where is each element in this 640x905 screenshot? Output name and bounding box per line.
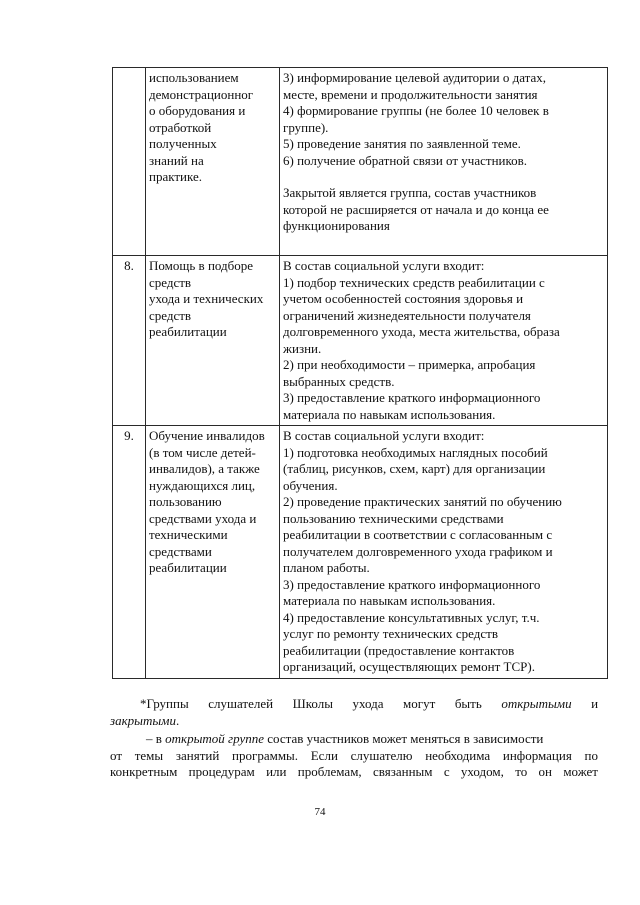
description-line: организаций, осуществляющих ремонт ТСР).: [283, 659, 535, 674]
description-line: реабилитации (предоставление контактов: [283, 642, 515, 658]
body-paragraph: [110, 731, 598, 781]
paragraph-italic-term: открытой группе: [165, 731, 264, 746]
description-line: 2) проведение практических занятий по обучению: [283, 494, 562, 509]
footnote-word: и: [591, 696, 599, 711]
service-name-line: реабилитации: [149, 324, 227, 339]
description-line: (таблиц, рисунков, схем, карт) для организации: [283, 461, 546, 476]
service-name-line: средств: [149, 307, 192, 323]
description-line: выбранных средств.: [283, 373, 395, 389]
service-name-line: использованием: [149, 70, 239, 85]
description-line: пользованию техническими средствами: [283, 510, 504, 526]
description-line: материала по навыкам использования.: [283, 593, 496, 608]
footnote-word: быть: [454, 696, 482, 711]
description-line: 4) формирование группы (не более 10 человек в: [283, 103, 549, 118]
service-name-line: ухода и технических: [149, 291, 264, 306]
service-name-line: отработкой: [149, 119, 212, 135]
description-line: материала по навыкам использования.: [283, 406, 496, 422]
footnote-line-1: [110, 696, 598, 713]
description-line: 5) проведение занятия по заявленной теме.: [283, 136, 521, 151]
description-line: В состав социальной услуги входит:: [283, 428, 485, 443]
service-name-line: демонстрационног: [149, 86, 254, 102]
description-line: планом работы.: [283, 560, 370, 575]
service-name-line: знаний на: [149, 152, 204, 168]
table-row-8: [113, 256, 608, 426]
table-row-continuation: [113, 68, 608, 256]
service-name-line: (в том числе детей-: [149, 444, 256, 460]
service-name-line: инвалидов), а также: [149, 461, 260, 476]
page-number: 74: [314, 806, 326, 818]
service-description-cell: [280, 256, 608, 426]
description-line: услуг по ремонту технических средств: [283, 626, 498, 641]
service-name-cell: [146, 68, 280, 256]
description-line: долговременного ухода, места жительства, образа: [283, 324, 560, 339]
description-line: 1) подбор технических средств реабилитации с: [283, 274, 545, 290]
service-name-line: Помощь в подборе: [149, 258, 254, 273]
row-number-cell: 9.: [113, 426, 146, 679]
paragraph-line-1: [110, 731, 598, 748]
description-line: 4) предоставление консультативных услуг, т.ч.: [283, 609, 540, 625]
services-table: [112, 67, 608, 679]
description-line: В состав социальной услуги входит:: [283, 258, 485, 273]
service-description-cell: [280, 68, 608, 256]
paragraph-text: состав участников может меняться в зависимости: [264, 731, 544, 746]
description-line: 1) подготовка необходимых наглядных пособий: [283, 444, 548, 460]
service-name-line: пользованию: [149, 494, 222, 509]
description-line: функционирования: [283, 218, 390, 233]
footnote-word: слушателей: [208, 696, 274, 711]
footnote-tail: .: [175, 712, 180, 728]
description-line: 3) информирование целевой аудитории о датах,: [283, 70, 547, 85]
description-line: реабилитации в соответствии с согласованным с: [283, 527, 553, 542]
description-line: ограничений жизнедеятельности получателя: [283, 307, 531, 323]
table-row-9: [113, 426, 608, 679]
footnote-word: могут: [403, 696, 436, 711]
service-name-line: средств: [149, 274, 192, 290]
service-name-line: Обучение инвалидов: [149, 428, 265, 443]
row-number-cell: 8.: [113, 256, 146, 426]
footnote-word: *Группы: [140, 696, 189, 711]
service-name-line: нуждающихся лиц,: [149, 477, 256, 493]
description-line: 3) предоставление краткого информационного: [283, 576, 541, 592]
footnote: [110, 696, 598, 729]
footnote-word-italic: открытыми: [501, 696, 572, 711]
description-line: 3) предоставление краткого информационного: [283, 390, 541, 405]
row-number-cell: [113, 68, 146, 256]
footnote-word: Школы: [292, 696, 333, 711]
description-line: месте, времени и продолжительности занятия: [283, 86, 538, 102]
description-line: жизни.: [283, 340, 322, 356]
description-line: которой не расширяется от начала и до конца ее: [283, 201, 549, 217]
service-name-cell: [146, 256, 280, 426]
paragraph-gap: [283, 169, 604, 185]
footnote-word: ухода: [352, 696, 384, 711]
description-line: 6) получение обратной связи от участников.: [283, 152, 528, 168]
paragraph-line-3: конкретным процедурам или проблемам, связанным с уходом, то он может: [110, 764, 598, 779]
service-description-cell: [280, 426, 608, 679]
service-name-line: практике.: [149, 169, 203, 184]
description-line: учетом особенностей состояния здоровья и: [283, 291, 524, 306]
description-line: получателем долговременного ухода графиком и: [283, 543, 553, 559]
footnote-line-2: [110, 713, 598, 730]
service-name-line: о оборудования и: [149, 103, 246, 118]
paragraph-prefix: – в: [146, 731, 166, 746]
service-name-line: полученных: [149, 136, 217, 151]
description-line: Закрытой является группа, состав участников: [283, 185, 537, 200]
description-line: группе).: [283, 119, 329, 135]
footnote-italic-term: закрытыми: [110, 712, 176, 728]
service-name-line: средствами: [149, 543, 212, 559]
description-line: обучения.: [283, 477, 338, 493]
description-line: 2) при необходимости – примерка, апробация: [283, 357, 536, 372]
service-name-line: реабилитации: [149, 560, 227, 575]
service-name-line: средствами ухода и: [149, 510, 257, 526]
paragraph-line-2: от темы занятий программы. Если слушателю необходима информация по: [110, 747, 598, 763]
service-name-cell: [146, 426, 280, 679]
service-name-line: техническими: [149, 527, 228, 542]
